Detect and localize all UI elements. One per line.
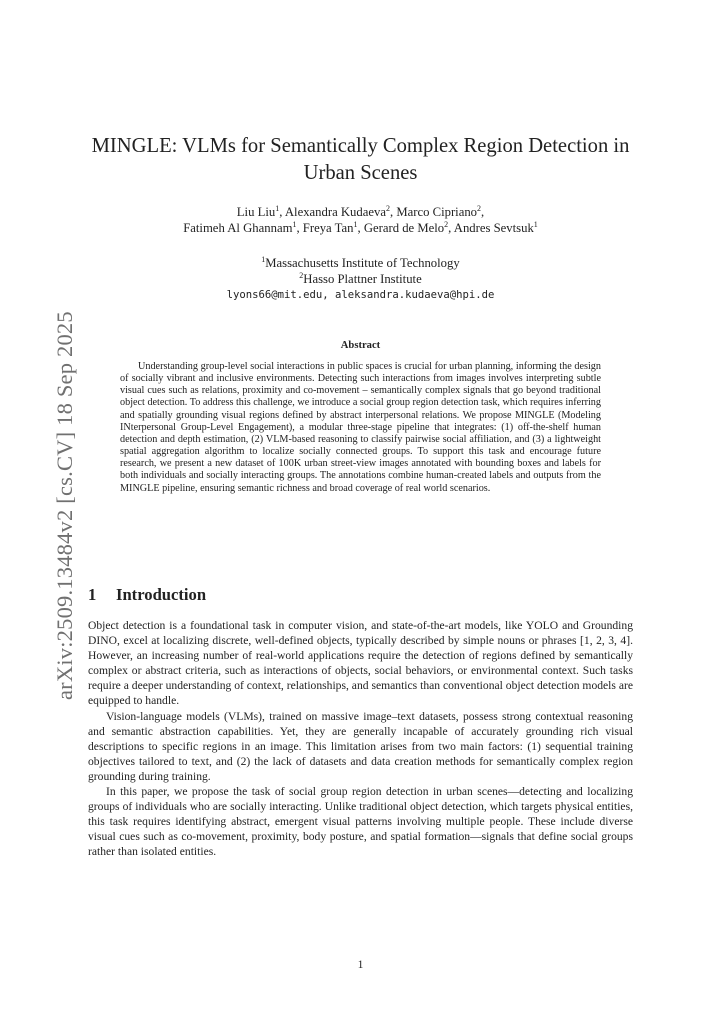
section-number: 1 (88, 585, 97, 604)
author-name: Alexandra Kudaeva (284, 205, 386, 219)
affiliation-name: Massachusetts Institute of Technology (265, 256, 460, 270)
author-line-1: Liu Liu$^1$, Alexandra Kudaeva$^2$, Marco Cipriano$^2$, (236, 204, 485, 219)
abstract-heading: Abstract (340, 340, 381, 351)
author-affiliation-mark: 2 (385, 204, 390, 213)
author-affiliation-mark: 1 (353, 220, 358, 229)
author-affiliation-mark: 2 (444, 220, 449, 229)
section-heading (88, 585, 206, 605)
introduction-body (88, 618, 633, 860)
author-name: Gerard de Melo (363, 221, 445, 235)
affiliation-mark: 2 (299, 271, 304, 280)
body-paragraph: In this paper, we propose the task of social group region detection in urban scenes—detecting and localizing groups of individuals who are socially interacting. Unlike traditional object detection, which targets physical entities, this task requires identifying abstract, emergent visual patterns involving multiple people. These include diverse visual cues such as co-movement, proximity, body posture, and spatial formation—signals that define social groups rather than isolated entities. (88, 785, 633, 859)
section-title: Introduction (116, 585, 207, 604)
author-affiliation-mark: 2 (477, 204, 482, 213)
contact-emails: lyons66@mit.edu, aleksandra.kudaeva@hpi.de (226, 289, 495, 301)
author-line-2: Fatimeh Al Ghannam$^1$, Freya Tan$^1$, Gerard de Melo$^2$, Andres Sevtsuk$^1$ (183, 220, 538, 235)
body-paragraph: Vision-language models (VLMs), trained on massive image–text datasets, possess strong contextual reasoning and semantic abstraction capabilities. Yet, they are generally incapable of accurately grounding rich visual descriptions to specific regions in an image. This limitation arises from two main factors: (1) sequential training objectives tailored to text, and (2) the lack of datasets and data creation methods for semantically complex region grounding during training. (88, 709, 633, 783)
affiliation-line (80, 255, 641, 271)
affiliation-mark: 1 (261, 255, 266, 264)
body-paragraph: Object detection is a foundational task in computer vision, and state-of-the-art models, like YOLO and Grounding DINO, excel at localizing discrete, well-defined objects, typically described by simple nouns or phrases [1, 2, 3, 4]. However, an increasing number of real-world applications require the detection of regions defined by semantically complex or abstract criteria, such as interactions of objects, social behaviors, or environmental context. Such tasks require a deeper understanding of context, relationships, and semantics than conventional object detection models are equipped to handle. (88, 619, 633, 708)
author-name: Freya Tan (302, 221, 354, 235)
affiliation-line (80, 271, 641, 287)
arxiv-identifier: arXiv:2509.13484v2 [cs.CV] 18 Sep 2025 (52, 311, 77, 700)
author-name: Andres Sevtsuk (453, 221, 534, 235)
author-name: Marco Cipriano (396, 205, 478, 219)
author-name: Fatimeh Al Ghannam (183, 221, 293, 235)
author-name: Liu Liu (236, 205, 276, 219)
affiliations (80, 255, 641, 303)
page-number: 1 (357, 958, 364, 971)
author-list (80, 204, 641, 236)
author-affiliation-mark: 1 (533, 220, 538, 229)
abstract-text: Understanding group-level social interactions in public spaces is crucial for urban planning, informing the design of socially vibrant and inclusive environments. Detecting such interactions from images involves interpreting subtle visual cues such as relations, proximity and co-movement – semantically complex signals that go beyond traditional object detection. To address this challenge, we introduce a social group region detection task, which requires inferring and spatially grounding visual regions defined by abstract interpersonal relations. We propose MINGLE (Modeling INterpersonal Group-Level Engagement), a modular three-stage pipeline that integrates: (1) off-the-shelf human detection and depth estimation, (2) VLM-based reasoning to classify pairwise social affiliation, and (3) a lightweight spatial aggregation algorithm to localize socially connected groups. To support this task and encourage future research, we present a new dataset of 100K urban street-view images annotated with bounding boxes and labels for both individuals and socially interacting groups. The annotations combine human-created labels and outputs from the MINGLE pipeline, ensuring semantic richness and broad coverage of real world scenarios. (120, 361, 601, 494)
author-affiliation-mark: 1 (275, 204, 280, 213)
arxiv-side-stamp (16, 300, 77, 700)
paper-title: MINGLE: VLMs for Semantically Complex Region Detection in Urban Scenes (91, 135, 630, 184)
affiliation-name: Hasso Plattner Institute (303, 272, 422, 286)
author-affiliation-mark: 1 (292, 220, 297, 229)
